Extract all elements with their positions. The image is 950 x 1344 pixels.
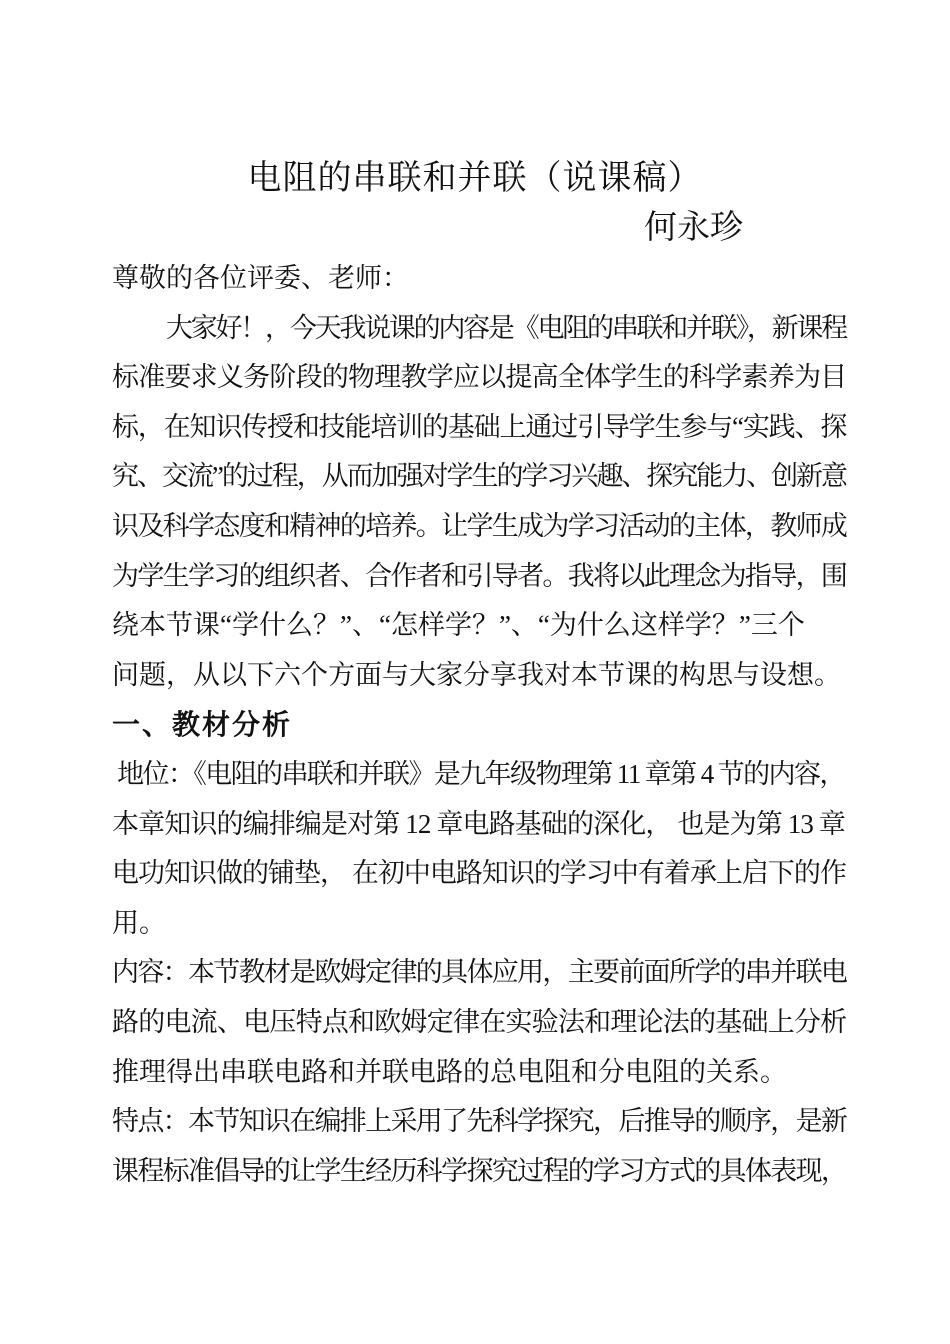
intro-paragraph: [112, 304, 852, 701]
intro-line: 绕本节课“学什么？”、“怎样学？”、“为什么这样学？”三个: [112, 610, 805, 641]
intro-line: 为学生学习的组织者、合作者和引导者。我将以此理念为指导，围: [112, 560, 847, 591]
body-line: 地位：《电阻的串联和并联》是九年级物理第 11 章第 4 节的内容，: [112, 758, 845, 789]
body-line: 路的电流、电压特点和欧姆定律在实验法和理论法的基础上分析: [112, 1006, 847, 1037]
intro-line: 识及科学态度和精神的培养。让学生成为学习活动的主体，教师成: [112, 510, 847, 541]
body-line: 本章知识的编排编是对第 12 章电路基础的深化， 也是为第 13 章: [112, 808, 845, 839]
paragraph-position: [112, 750, 852, 948]
section-heading-material-analysis: 一、教材分析: [112, 709, 293, 741]
body-line: 电功知识做的铺垫， 在初中电路知识的学习中有着承上启下的作: [112, 858, 846, 889]
document-body: [112, 254, 852, 1196]
intro-line: 究、交流”的过程，从而加强对学生的学习兴趣、探究能力、创新意: [112, 461, 846, 492]
document-author: 何永珍: [644, 210, 743, 246]
intro-line: 问题，从以下六个方面与大家分享我对本节课的构思与设想。: [112, 659, 841, 690]
salutation-line: 尊敬的各位评委、老师：: [112, 263, 409, 293]
paragraph-feature: [112, 1097, 852, 1196]
intro-line: 大家好！，今天我说课的内容是《电阻的串联和并联》，新课程: [166, 312, 846, 343]
paragraph-content: [112, 948, 852, 1097]
body-line: 内容：本节教材是欧姆定律的具体应用，主要前面所学的串并联电: [112, 957, 847, 988]
body-line: 用。: [112, 907, 166, 938]
intro-line: 标，在知识传授和技能培训的基础上通过引导学生参与“实践、探: [112, 411, 847, 442]
body-line: 特点：本节知识在编排上采用了先科学探究，后推导的顺序，是新: [112, 1106, 847, 1137]
body-line: 课程标准倡导的让学生经历科学探究过程的学习方式的具体表现，: [112, 1155, 847, 1186]
document-title: 电阻的串联和并联（说课稿）: [247, 160, 703, 197]
body-line: 推理得出串联电路和并联电路的总电阻和分电阻的关系。: [112, 1056, 787, 1087]
intro-line: 标准要求义务阶段的物理教学应以提高全体学生的科学素养为目: [112, 362, 847, 393]
